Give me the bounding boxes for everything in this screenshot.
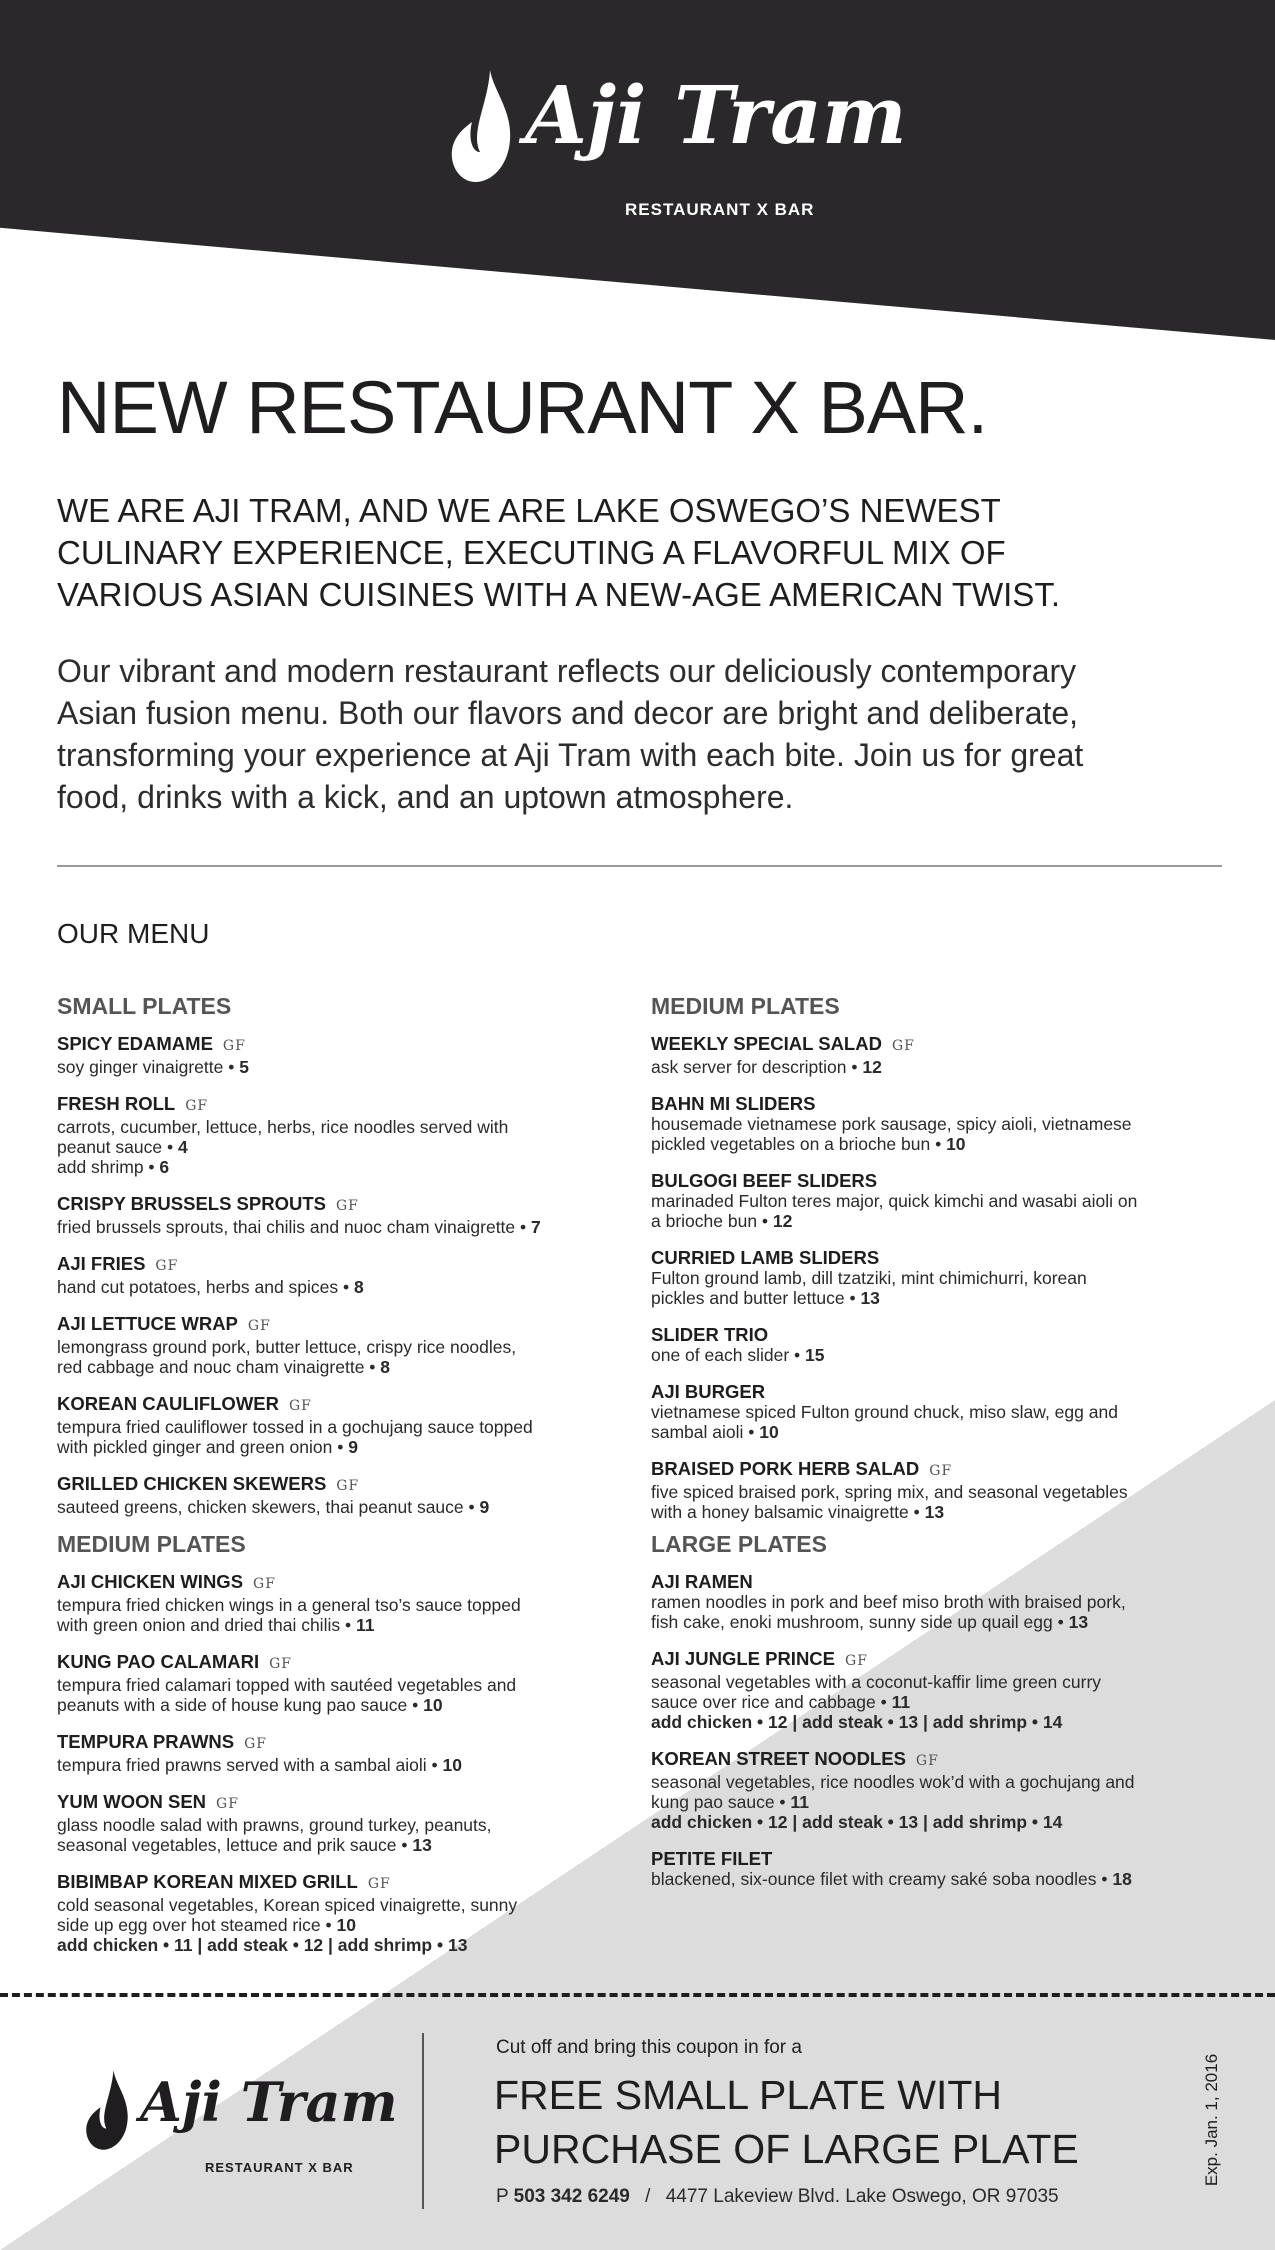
description-text: seasonal vegetables, lettuce and prik sauce • [57,1835,413,1855]
coupon-intro: Cut off and bring this coupon in for a [496,2037,802,2058]
menu-item-name-row [57,1871,647,1895]
menu-item-name: SPICY EDAMAME [57,1033,213,1054]
menu-item-price: 9 [348,1437,358,1457]
logo-wordmark: Aji Tram [140,2070,398,2134]
menu-item-description [651,1191,1241,1211]
menu-item [651,1381,1241,1442]
description-text: kung pao sauce • [651,1792,791,1812]
menu-item-description [651,1672,1241,1692]
menu-item-name: FRESH ROLL [57,1093,176,1114]
intro-paragraph [57,650,1217,818]
menu-item [57,1093,647,1177]
menu-item-name: CURRIED LAMB SLIDERS [651,1247,880,1268]
menu-item-description [651,1211,1241,1231]
menu-item-description [57,1615,647,1635]
menu-item-description [57,1695,647,1715]
menu-item-name-row [57,1253,647,1277]
gluten-free-badge: GF [336,1478,360,1494]
menu-item-price: 8 [354,1277,364,1297]
menu-item-description [57,1815,647,1835]
menu-item-name: WEEKLY SPECIAL SALAD [651,1033,882,1054]
page-title: NEW RESTAURANT X BAR. [57,366,988,449]
phone-label: P [496,2186,509,2207]
menu-item-name: AJI RAMEN [651,1571,753,1592]
menu-item-description [651,1114,1241,1134]
menu-item-name-row [651,1848,1241,1869]
menu-item-price: 18 [1112,1869,1132,1889]
menu-item-description [57,1675,647,1695]
description-text: tempura fried prawns served with a sambal aioli • [57,1755,443,1775]
menu-item-description [651,1057,1241,1077]
menu-item-name: KOREAN STREET NOODLES [651,1748,906,1769]
menu-item [57,1651,647,1715]
coupon-separator [422,2033,424,2209]
menu-item-price: 6 [159,1157,170,1177]
menu-item [57,1313,647,1377]
menu-item-name-row [651,1381,1241,1402]
subheading-line: VARIOUS ASIAN CUISINES WITH A NEW-AGE AMERICAN TWIST. [57,576,1061,613]
menu-item-price: 5 [239,1057,249,1077]
menu-item [57,1473,647,1517]
menu-item-price: 13 [412,1835,432,1855]
menu-item-price: 10 [759,1422,779,1442]
menu-item-price: 10 [442,1755,462,1775]
description-text: tempura fried cauliflower tossed in a gochujang sauce topped [57,1417,533,1437]
coupon-logo [85,2060,398,2190]
section-large-plates [651,1531,1241,1905]
menu-item-description [651,1345,1241,1365]
menu-item-name: BAHN MI SLIDERS [651,1093,816,1114]
menu-item-description [57,1895,647,1915]
menu-item [651,1247,1241,1308]
menu-item-addons: add chicken • 12 | add steak • 13 | add shrimp • 14 [651,1712,1063,1732]
gluten-free-badge: GF [216,1796,239,1812]
menu-item-description [57,1277,647,1297]
menu-item-description [57,1137,647,1157]
gluten-free-badge: GF [222,1038,246,1054]
menu-item-name: CRISPY BRUSSELS SPROUTS [57,1193,326,1214]
menu-item-description [57,1497,647,1517]
menu-item-name-row [57,1193,647,1217]
menu-item-name-row [651,1170,1241,1191]
menu-item-name: KUNG PAO CALAMARI [57,1651,260,1672]
description-text: marinaded Fulton teres major, quick kimchi and wasabi aioli on [651,1191,1138,1211]
menu-item-description [651,1422,1241,1442]
gluten-free-badge: GF [929,1463,953,1479]
coupon-offer-line: FREE SMALL PLATE WITH [494,2072,1003,2118]
menu-item-price: 10 [336,1915,356,1935]
subheading [57,490,1157,616]
menu-item-description [57,1337,647,1357]
description-text: cold seasonal vegetables, Korean spiced vinaigrette, sunny [57,1895,518,1915]
coupon-contact [496,2186,1059,2208]
intro-line: Asian fusion menu. Both our flavors and decor are bright and deliberate, [57,695,1079,731]
description-text: one of each slider • [651,1345,805,1365]
description-text: with a honey balsamic vinaigrette • [651,1502,925,1522]
gluten-free-badge: GF [845,1653,868,1669]
gluten-free-badge: GF [185,1098,209,1114]
coupon-offer-line: PURCHASE OF LARGE PLATE [494,2126,1079,2172]
menu-item [651,1571,1241,1632]
menu-item-price: 8 [380,1357,391,1377]
coupon-offer [494,2068,1079,2176]
menu-item-name-row [57,1651,647,1675]
description-text: carrots, cucumber, lettuce, herbs, rice noodles served with [57,1117,509,1137]
description-text: fried brussels sprouts, thai chilis and nuoc cham vinaigrette • [57,1217,531,1237]
section-medium-plates-right [651,993,1241,1538]
menu-item-description [57,1835,647,1855]
brand-logo [450,62,907,232]
menu-item [57,1571,647,1635]
description-text: peanuts with a side of house kung pao sauce • [57,1695,424,1715]
menu-item-name-row [57,1093,647,1117]
menu-item-description [651,1402,1241,1422]
menu-item-description [57,1357,647,1377]
gluten-free-badge: GF [253,1576,276,1592]
description-text: soy ginger vinaigrette • [57,1057,240,1077]
menu-item-description [651,1502,1241,1522]
gluten-free-badge: GF [247,1318,271,1334]
section-small-plates [57,993,647,1533]
menu-item-name-row [57,1731,647,1755]
menu-item-name-row [57,1393,647,1417]
menu-item-name-row [651,1571,1241,1592]
menu-item-description [57,1157,647,1177]
menu-item-name: TEMPURA PRAWNS [57,1731,235,1752]
menu-item-price: 13 [924,1502,945,1522]
menu-item [57,1033,647,1077]
menu-item-name: KOREAN CAULIFLOWER [57,1393,279,1414]
menu-item-description [651,1268,1241,1288]
menu-item [57,1731,647,1775]
menu-item-name-row [651,1748,1241,1772]
menu-item-price: 11 [891,1692,911,1712]
menu-item-addons: add chicken • 12 | add steak • 13 | add shrimp • 14 [651,1812,1063,1832]
description-text: red cabbage and nouc cham vinaigrette • [57,1357,381,1377]
menu-item-price: 10 [423,1695,443,1715]
menu-item-description [57,1057,647,1077]
description-text: add shrimp • [57,1157,160,1177]
gluten-free-badge: GF [367,1876,391,1892]
description-text: five spiced braised pork, spring mix, and seasonal vegetables [651,1482,1128,1502]
menu-item-price: 7 [531,1217,541,1237]
menu-item [57,1791,647,1855]
menu-item-price: 10 [946,1134,966,1154]
menu-item-name-row [651,1033,1241,1057]
menu-item-name-row [57,1313,647,1337]
menu-item-name-row [651,1247,1241,1268]
menu-item-name: AJI JUNGLE PRINCE [651,1648,836,1669]
flame-icon [450,70,512,182]
description-text: sauteed greens, chicken skewers, thai peanut sauce • [57,1497,480,1517]
menu-item-name: GRILLED CHICKEN SKEWERS [57,1473,327,1494]
description-text: seasonal vegetables with a coconut-kaffir lime green curry [651,1672,1102,1692]
menu-item-name: YUM WOON SEN [57,1791,207,1812]
gluten-free-badge: GF [288,1398,312,1414]
menu-item-description [57,1915,647,1935]
menu-item-description [651,1792,1241,1812]
description-text: sauce over rice and cabbage • [651,1692,892,1712]
menu-item-price: 4 [177,1137,188,1157]
menu-item [651,1458,1241,1522]
logo-tagline: RESTAURANT X BAR [205,2160,354,2175]
menu-item-name-row [57,1791,647,1815]
gluten-free-badge: GF [155,1258,179,1274]
description-text: tempura fried chicken wings in a general tso’s sauce topped [57,1595,521,1615]
description-text: a brioche bun • [651,1211,773,1231]
menu-item [651,1748,1241,1832]
menu-item-name: SLIDER TRIO [651,1324,769,1345]
menu-item-name: BULGOGI BEEF SLIDERS [651,1170,878,1191]
description-text: with pickled ginger and green onion • [57,1437,349,1457]
logo-tagline: RESTAURANT X BAR [625,200,815,219]
menu-item-description [651,1288,1241,1308]
menu-item-name-row [57,1473,647,1497]
menu-item-description [651,1134,1241,1154]
description-text: fish cake, enoki mushroom, sunny side up quail egg • [651,1612,1069,1632]
menu-item-description [57,1217,647,1237]
menu-item-price: 13 [1068,1612,1089,1632]
menu-item [57,1193,647,1237]
description-text: seasonal vegetables, rice noodles wok’d with a gochujang and [651,1772,1135,1792]
menu-item-name-row [651,1093,1241,1114]
description-text: hand cut potatoes, herbs and spices • [57,1277,355,1297]
menu-item-description [651,1772,1241,1792]
menu-item [57,1393,647,1457]
description-text: glass noodle salad with prawns, ground turkey, peanuts, [57,1815,492,1835]
section-medium-plates-left [57,1531,647,1971]
menu-item-description [57,1755,647,1775]
description-text: side up egg over hot steamed rice • [57,1915,337,1935]
menu-item-name: AJI LETTUCE WRAP [57,1313,238,1334]
menu-item-price: 13 [860,1288,880,1308]
menu-item-description [57,1437,647,1457]
intro-line: transforming your experience at Aji Tram with each bite. Join us for great [57,737,1084,773]
description-text: Fulton ground lamb, dill tzatziki, mint chimichurri, korean [651,1268,1087,1288]
coupon-expiry: Exp. Jan. 1, 2016 [1202,2053,1221,2187]
menu-item-description [57,1595,647,1615]
menu-item-description [57,1417,647,1437]
description-text: vietnamese spiced Fulton ground chuck, miso slaw, egg and [651,1402,1118,1422]
menu-item-name-row [651,1458,1241,1482]
menu-item-name-row [57,1033,647,1057]
menu-item-name: BRAISED PORK HERB SALAD [651,1458,920,1479]
menu-item-description [57,1117,647,1137]
menu-item-name-row [651,1324,1241,1345]
menu-item-description [651,1692,1241,1712]
flame-icon [85,2070,129,2150]
menu-item-name: PETITE FILET [651,1848,773,1869]
section-title: LARGE PLATES [651,1531,827,1557]
menu-item-price: 11 [790,1792,809,1812]
description-text: housemade vietnamese pork sausage, spicy aioli, vietnamese [651,1114,1132,1134]
section-title: MEDIUM PLATES [57,1531,246,1557]
subheading-line: CULINARY EXPERIENCE, EXECUTING A FLAVORFUL MIX OF [57,534,1006,571]
cut-line [0,1993,1275,1997]
gluten-free-badge: GF [891,1038,915,1054]
menu-item [651,1093,1241,1154]
menu-item-name-row [57,1571,647,1595]
divider [57,865,1222,867]
menu-item-name: AJI FRIES [57,1253,146,1274]
gluten-free-badge: GF [269,1656,293,1672]
gluten-free-badge: GF [336,1198,359,1214]
menu-item-price: 11 [355,1615,375,1635]
menu-item-addons: add chicken • 11 | add steak • 12 | add shrimp • 13 [57,1935,468,1955]
menu-item [57,1871,647,1955]
menu-item-name: AJI CHICKEN WINGS [57,1571,244,1592]
menu-item-name: AJI BURGER [651,1381,766,1402]
description-text: pickles and butter lettuce • [651,1288,861,1308]
menu-item-description [651,1482,1241,1502]
description-text: lemongrass ground pork, butter lettuce, crispy rice noodles, [57,1337,517,1357]
menu-item [651,1033,1241,1077]
subheading-line: WE ARE AJI TRAM, AND WE ARE LAKE OSWEGO’S NEWEST [57,492,1001,529]
menu-item-name-row [651,1648,1241,1672]
menu-item [651,1648,1241,1732]
section-title: MEDIUM PLATES [651,993,840,1019]
logo-wordmark: Aji Tram [525,68,907,162]
menu-item-name: BIBIMBAP KOREAN MIXED GRILL [57,1871,358,1892]
description-text: with green onion and dried thai chilis • [57,1615,356,1635]
menu-heading: OUR MENU [57,918,210,949]
menu-item-price: 12 [862,1057,882,1077]
description-text: pickled vegetables on a brioche bun • [651,1134,947,1154]
menu-item [651,1848,1241,1889]
description-text: blackened, six-ounce filet with creamy saké soba noodles • [651,1869,1113,1889]
contact-separator: / [645,2186,651,2207]
gluten-free-badge: GF [915,1753,939,1769]
menu-item-description [651,1592,1241,1612]
gluten-free-badge: GF [244,1736,268,1752]
menu-item-price: 9 [479,1497,490,1517]
intro-line: Our vibrant and modern restaurant reflects our deliciously contemporary [57,653,1077,689]
section-title: SMALL PLATES [57,993,232,1019]
description-text: ask server for description • [651,1057,863,1077]
description-text: ramen noodles in pork and beef miso broth with braised pork, [651,1592,1126,1612]
description-text: tempura fried calamari topped with sautéed vegetables and [57,1675,517,1695]
description-text: peanut sauce • [57,1137,178,1157]
menu-item-description [651,1612,1241,1632]
phone-number: 503 342 6249 [513,2186,630,2207]
menu-item [57,1253,647,1297]
menu-item [651,1170,1241,1231]
menu-item-price: 12 [772,1211,793,1231]
description-text: sambal aioli • [651,1422,760,1442]
menu-item-price: 15 [805,1345,825,1365]
menu-item-description [651,1869,1241,1889]
address: 4477 Lakeview Blvd. Lake Oswego, OR 97035 [665,2186,1059,2207]
menu-item [651,1324,1241,1365]
intro-line: food, drinks with a kick, and an uptown atmosphere. [57,779,794,815]
